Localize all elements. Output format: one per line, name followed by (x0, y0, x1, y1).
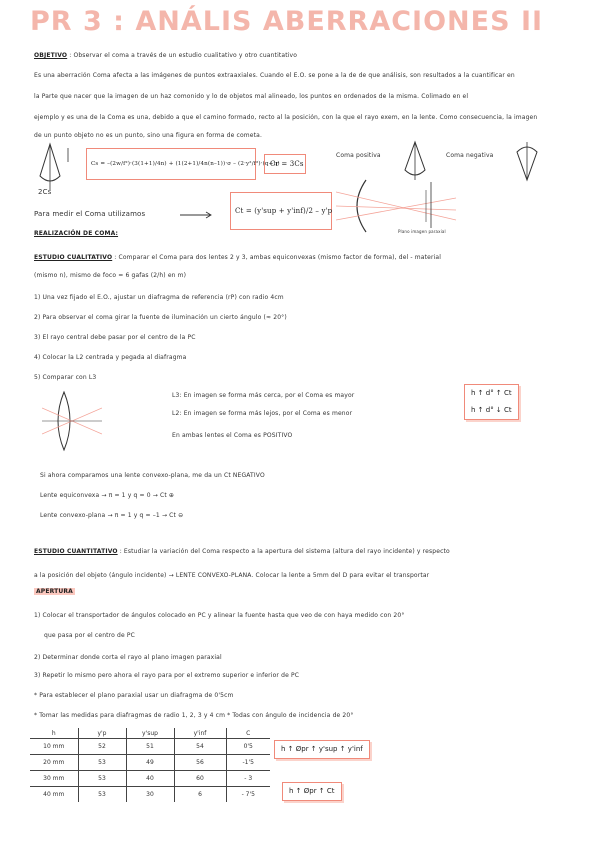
ct-formula: Ct = (y'sup + y'inf)/2 – y'p (235, 207, 333, 215)
both-line: En ambas lentes el Coma es POSITIVO (172, 432, 293, 439)
table-cell: -1'5 (226, 755, 270, 771)
table-cell: 54 (174, 739, 226, 755)
qual-summary-box (464, 384, 519, 420)
intro-line: ejemplo y es una de la Coma es una, debido a que el camino formado, recto al la posición, con la que el rayo exem, en la lente. Como consecuencia, la imagen (34, 114, 538, 121)
table-cell: 30 mm (30, 771, 78, 787)
table-header: y'sup (126, 728, 174, 739)
quant-summary-box-1: h ↑ Øpr ↑ y'sup ↑ y'inf (274, 740, 370, 759)
quant-label: ESTUDIO CUANTITATIVO (34, 548, 118, 555)
measurements-table (30, 728, 270, 802)
quant-note: * Tomar las medidas para diafragmas de radio 1, 2, 3 y 4 cm * Todas con ángulo de incidencia de 20° (34, 712, 354, 719)
page-title: PR 3 : ANÁLIS ABERRACIONES II (30, 6, 544, 37)
table-header: y'p (78, 728, 126, 739)
objective-text: : Observar el coma a través de un estudio cualitativo y otro cuantitativo (69, 52, 298, 59)
table-header-row (30, 728, 270, 739)
quant-step: 3) Repetir lo mismo pero ahora el rayo para por el extremo superior e inferior de PC (34, 672, 300, 679)
apertura-label: APERTURA (36, 588, 73, 595)
plano-label: Plano imagen paraxial (398, 229, 446, 234)
table-cell: 40 mm (30, 787, 78, 803)
cs-formula-box (86, 148, 280, 180)
table-cell: 60 (174, 771, 226, 787)
intro-line: Es una aberración Coma afecta a las imágenes de puntos extraaxiales. Cuando el E.O. se pone a la de de que análisis, son resultados a la cuantificar en (34, 72, 515, 79)
table-cell: - 3 (226, 771, 270, 787)
qual-line: : Comparar el Coma para dos lentes 2 y 3, ambas equiconvexas (mismo factor de forma), del - material (114, 254, 442, 261)
table-row (30, 739, 270, 755)
table-cell: 56 (174, 755, 226, 771)
table-cell: 53 (78, 755, 126, 771)
intro-line: de un punto objeto no es un punto, sino una figura en forma de cometa. (34, 132, 263, 139)
l2-line: L2: En imagen se forma más lejos, por el Coma es menor (172, 410, 353, 417)
table-header: h (30, 728, 78, 739)
quant-summary-box-2: h ↑ Øpr ↑ Ct (282, 782, 342, 801)
quant-line: a la posición del objeto (ángulo incidente) → LENTE CONVEXO-PLANA. Colocar la lente a 5mm del D para evitar el transportar (34, 572, 430, 579)
table-row (30, 787, 270, 803)
quant-step: 1) Colocar el transportador de ángulos colocado en PC y alinear la fuente hasta que veo de con haya medido con 20° (34, 612, 405, 619)
qual-step: 5) Comparar con L3 (34, 374, 97, 381)
qual-heading (34, 254, 441, 262)
table-cell: 53 (78, 771, 126, 787)
objective-label: OBJETIVO (34, 52, 68, 59)
qual-step: 4) Colocar la L2 centrada y pegada al diafragma (34, 354, 187, 361)
qual-label: ESTUDIO CUALITATIVO (34, 254, 113, 261)
apertura-heading (34, 588, 75, 596)
qual-summary-line: h ↑ d° ↑ Ct (471, 389, 512, 397)
quant-step: 2) Determinar donde corta el rayo al plano imagen paraxial (34, 654, 222, 661)
table-cell: 52 (78, 739, 126, 755)
qual-line: (mismo n), mismo de foco = 6 gafas (2/h) en m) (34, 272, 187, 279)
table-cell: - 7'5 (226, 787, 270, 803)
table-row (30, 771, 270, 787)
quant-step: que pasa por el centro de PC (44, 632, 135, 639)
cf-formula-box (264, 154, 306, 174)
cs-formula: Cs = –(2w/f²)·(3(1+1)/4n) + (1(2+1)/4n(n–1))·σ – (2·y²/f²)·(q+π) (91, 161, 280, 167)
table-cell: 10 mm (30, 739, 78, 755)
half-line: Lente convexo-plana → π = 1 y q = –1 → Ct ⊖ (40, 512, 184, 519)
quant-line: : Estudiar la variación del Coma respecto a la apertura del sistema (altura del rayo incidente) y respecto (119, 548, 450, 555)
coma-negativa-label: Coma negativa (446, 152, 494, 159)
table-cell: 40 (126, 771, 174, 787)
l3-line: L3: En imagen se forma más cerca, por el Coma es mayor (172, 392, 355, 399)
coma-cone-sketch (36, 142, 76, 192)
lens-sketch (42, 388, 102, 454)
two-cs-label: 2Cs (38, 188, 52, 196)
coma-positiva-label: Coma positiva (336, 152, 381, 159)
table-cell: 6 (174, 787, 226, 803)
table-cell: 30 (126, 787, 174, 803)
table-cell: 51 (126, 739, 174, 755)
coma-negativa-sketch (512, 140, 542, 182)
quant-note: * Para establecer el plano paraxial usar un diafragma de 0'5cm (34, 692, 234, 699)
ct-formula-box (230, 192, 332, 230)
realizacion-heading (34, 230, 118, 238)
table-cell: 53 (78, 787, 126, 803)
measure-text: Para medir el Coma utilizamos (34, 210, 146, 218)
qual-summary-line: h ↑ d° ↓ Ct (471, 406, 512, 414)
qual-step: 3) El rayo central debe pasar por el centro de la PC (34, 334, 196, 341)
table-header: y'inf (174, 728, 226, 739)
half-line: Si ahora comparamos una lente convexo-plana, me da un Ct NEGATIVO (40, 472, 265, 479)
table-cell: 49 (126, 755, 174, 771)
qual-step: 2) Para observar el coma girar la fuente de iluminación un cierto ángulo (≈ 20°) (34, 314, 287, 321)
qual-step: 1) Una vez fijado el E.O., ajustar un diafragma de referencia (rP) con radio 4cm (34, 294, 284, 301)
table-cell: 20 mm (30, 755, 78, 771)
realizacion-label: REALIZACIÓN DE COMA: (34, 230, 119, 237)
table-cell: 0'5 (226, 739, 270, 755)
objective (34, 52, 297, 60)
table-row (30, 755, 270, 771)
quant-heading (34, 548, 450, 556)
intro-line: la Parte que nacer que la imagen de un haz comonido y lo de objetos mal alineado, los puntos en ordenados de la misma. Colimado en el (34, 93, 469, 100)
half-line: Lente equiconvexa → π = 1 y q = 0 → Ct ⊕ (40, 492, 175, 499)
arrow-icon (180, 210, 214, 220)
cf-formula: Cr = 3Cs (270, 160, 304, 168)
table-header: C (226, 728, 270, 739)
